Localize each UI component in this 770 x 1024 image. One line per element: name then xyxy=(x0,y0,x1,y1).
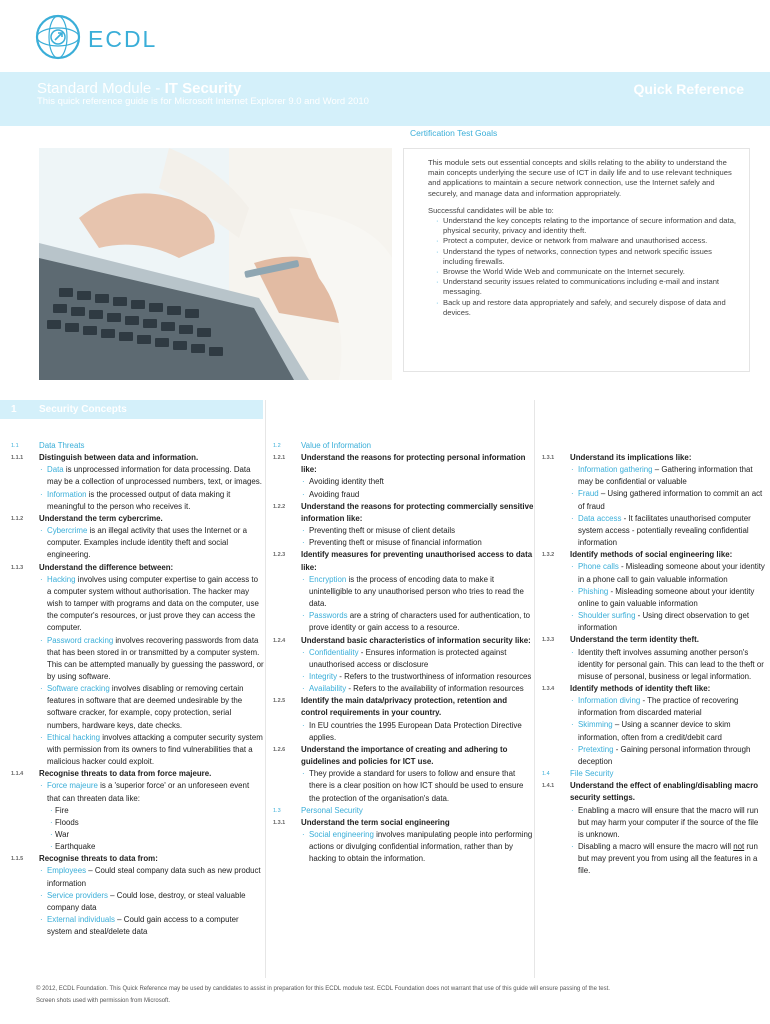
bullet xyxy=(301,647,534,671)
bullet-text: - Gaining personal information through deception xyxy=(578,744,751,766)
term: Integrity xyxy=(309,671,338,681)
bullet-text: - Misleading someone about your identity in a phone call to gain valuable information xyxy=(578,562,765,584)
topic-number: 1.3 xyxy=(273,807,281,814)
bullet-text: - It facilitates unauthorised computer system access - potentially revealing confidential information xyxy=(578,513,751,548)
term: Pretexting xyxy=(578,744,614,754)
bullet-text: is the processed output of data making it meaningful to the person who receives it. xyxy=(47,489,231,511)
goal-item: · Understand security issues related to communications including e-mail and instant messaging. xyxy=(428,277,739,297)
bullet xyxy=(570,464,766,488)
item-number: 1.1.4 xyxy=(11,771,24,778)
item-heading: Understand basic characteristics of information security like: xyxy=(301,635,531,645)
term: Software cracking xyxy=(47,684,110,694)
item-heading: Understand its implications like: xyxy=(570,453,692,462)
topic-number: 1.4 xyxy=(542,771,550,778)
bullet-text: – Could lose, destroy, or steal valuable company data xyxy=(47,890,246,912)
bullet xyxy=(39,489,264,513)
bullet-text: – Could gain access to a computer system and steal/delete data xyxy=(47,915,239,937)
bullet xyxy=(39,574,264,635)
bullet xyxy=(301,574,534,610)
ecdl-logo xyxy=(34,13,157,66)
bullet-text: - Using direct observation to get information xyxy=(578,611,750,633)
laptop-photo xyxy=(39,148,392,380)
sub-bullet: · War xyxy=(47,829,264,841)
bullet xyxy=(39,732,264,768)
goal-item: · Browse the World Wide Web and communicate on the Internet securely. xyxy=(428,267,739,277)
column-1 xyxy=(10,440,264,938)
bullet-text: involves attacking a computer security system with permission from its owners to find vulnerabilities that a malicious hacker could exploit. xyxy=(47,732,263,767)
title-standard: Standard xyxy=(37,80,98,97)
term: Hacking xyxy=(47,574,76,584)
bullet-text: involves using computer expertise to gain access to a computer system without authorisation. The hacker may wish to tamper with programs and data on the computer, use the computer's resources, or just prove they can access the computer. xyxy=(47,574,259,633)
bullet xyxy=(570,610,766,634)
item-number: 1.1.1 xyxy=(11,455,24,462)
bullet-text: is unprocessed information for data processing. Data may be a collection of unprocessed numbers, text, or images. xyxy=(47,465,262,487)
item-heading: Understand the reasons for protecting commercially sensitive information like: xyxy=(301,501,534,523)
bullet-text: - Refers to the availability of information resources xyxy=(346,684,524,694)
bullet: · Enabling a macro will ensure that the macro will run but may harm your computer if the source of the file is unknown. xyxy=(570,805,766,841)
bullet: · Avoiding fraud xyxy=(301,489,534,501)
goal-item: · Protect a computer, device or network from malware and unauthorised access. xyxy=(428,236,739,246)
footer-permission: Screen shots used with permission from Microsoft. xyxy=(36,998,171,1004)
bullet-text: involves manipulating people into performing actions or divulging confidential information, rather than by hacking to obtain the information. xyxy=(309,830,533,864)
bullet xyxy=(39,780,264,804)
certification-goals-box xyxy=(403,148,750,372)
item-heading: Recognise threats to data from force majeure. xyxy=(39,769,212,779)
bullet: · In EU countries the 1995 European Data Protection Directive applies. xyxy=(301,720,534,744)
bullet-text: – Could steal company data such as new product information xyxy=(47,866,261,888)
bullet xyxy=(39,525,264,561)
goals-intro: This module sets out essential concepts and skills relating to the ability to understand the main concepts underlying the secure use of ICT in daily life and to use relevant techniques and applications to maintain a secure network connection, use the Internet safely and securely, and manage data and information appropriately. xyxy=(428,158,732,198)
bullet-text: - Refers to the trustworthiness of information resources xyxy=(337,671,532,681)
term: Fraud xyxy=(578,489,599,499)
bullet xyxy=(301,683,534,695)
item-heading: Understand the importance of creating and adhering to guidelines and policies for ICT use. xyxy=(301,744,508,767)
item-heading: Understand the effect of enabling/disabling macro security settings. xyxy=(570,781,759,803)
goals-able-label: Successful candidates will be able to: xyxy=(428,205,554,215)
item-number: 1.1.2 xyxy=(11,515,24,522)
bullet: · They provide a standard for users to follow and ensure that there is a clear position on how ICT should be used to ensure the protection of the organisation's data. xyxy=(301,768,534,804)
topic-number: 1.2 xyxy=(273,443,281,449)
bullet-text: is the process of encoding data to make it unintelligible to any unauthorised person who tries to read the data. xyxy=(309,574,524,609)
item-number: 1.2.6 xyxy=(273,746,286,753)
item-number: 1.2.3 xyxy=(273,552,286,559)
bullet xyxy=(570,695,766,719)
bullet-text: is a 'superior force' or an unforeseen event that can threaten data like: xyxy=(47,781,250,803)
bullet xyxy=(570,513,766,549)
term: Data access xyxy=(578,513,622,523)
item-heading: Recognise threats to data from: xyxy=(39,854,158,864)
bullet xyxy=(570,719,766,743)
underlined-word: not xyxy=(733,842,745,851)
item-number: 1.3.1 xyxy=(273,819,286,826)
goals-list xyxy=(428,216,739,318)
item-heading: Identify the main data/privacy protection, retention and control requirements in your country. xyxy=(301,696,508,718)
term: External individuals xyxy=(47,915,115,925)
item-heading: Understand the term identity theft. xyxy=(570,635,699,645)
term: Service providers xyxy=(47,890,108,900)
term: Availability xyxy=(309,684,347,694)
bullet xyxy=(301,610,534,634)
bullet xyxy=(570,586,766,610)
item-number: 1.3.1 xyxy=(542,455,555,461)
bullet: · Preventing theft or misuse of client details xyxy=(301,525,534,537)
bullet-text: run but may prevent you from using all the features in a file. xyxy=(578,842,758,876)
bullet-text: involves disabling or removing certain features in software that are deemed undesirable by the software cracker, for example, copy protection, serial numbers, hardware keys, date checks. xyxy=(47,684,244,730)
bullet xyxy=(39,865,264,889)
term: Phone calls xyxy=(578,562,619,572)
goal-item: · Understand the key concepts relating to the importance of secure information and data, physical security, privacy and identity theft. xyxy=(428,216,739,236)
term: Information xyxy=(47,489,87,499)
item-heading: Identify methods of social engineering like: xyxy=(570,550,733,560)
column-2 xyxy=(272,440,534,865)
term: Skimming xyxy=(578,720,613,730)
title-it-security: IT Security xyxy=(164,80,242,97)
goal-item: · Understand the types of networks, connection types and network specific issues including firewalls. xyxy=(428,247,739,267)
term: Force majeure xyxy=(47,781,98,791)
bullet xyxy=(570,744,766,768)
bullet-text: - Misleading someone about your identity online to gain valuable information xyxy=(578,586,755,608)
item-number: 1.2.2 xyxy=(273,503,286,510)
topic-title: Personal Security xyxy=(301,805,363,815)
module-title xyxy=(37,80,241,97)
bullet xyxy=(301,829,534,865)
bullet xyxy=(39,890,264,914)
bullet xyxy=(570,841,766,877)
term: Phishing xyxy=(578,586,609,596)
topic-number: 1.1 xyxy=(11,443,19,449)
item-heading: Identify measures for preventing unauthorised access to data like: xyxy=(301,550,533,572)
goal-item: · Back up and restore data appropriately and safely, and securely dispose of data and devices. xyxy=(428,298,739,318)
item-number: 1.3.4 xyxy=(542,685,555,692)
item-number: 1.4.1 xyxy=(542,783,555,790)
bullet xyxy=(570,488,766,512)
ecdl-globe-logo-icon xyxy=(34,13,82,66)
term: Information gathering xyxy=(578,465,653,475)
term: Ethical hacking xyxy=(47,732,101,742)
sub-bullet: · Fire xyxy=(47,805,264,817)
term: Cybercrime xyxy=(47,526,88,536)
bullet: · Identity theft involves assuming another person's identity for personal gain. This can lead to the theft or misuse of personal, business or legal information. xyxy=(570,647,766,683)
bullet-text: are a string of characters used for authentication, to prove identity or gain access to a resource. xyxy=(309,611,531,633)
logo-text: ECDL xyxy=(88,26,158,52)
bullet-text: - The practice of recovering information from discarded material xyxy=(578,696,739,718)
bullet: · Avoiding identity theft xyxy=(301,476,534,488)
topic-title: File Security xyxy=(570,769,614,779)
term: Shoulder surfing xyxy=(578,611,636,621)
item-number: 1.1.3 xyxy=(11,564,24,571)
bullet xyxy=(39,635,264,684)
bullet-text: Disabling a macro will ensure the macro will xyxy=(578,842,734,851)
term: Information diving xyxy=(578,696,641,706)
bullet-text: – Using a scanner device to skim information, often from a credit/debit card xyxy=(578,720,731,742)
item-number: 1.2.1 xyxy=(273,455,286,462)
column-3 xyxy=(541,452,766,877)
term: Employees xyxy=(47,866,87,876)
item-heading: Understand the difference between: xyxy=(39,562,174,572)
term: Encryption xyxy=(309,574,347,584)
bullet: · Preventing theft or misuse of financial information xyxy=(301,537,534,549)
column-divider xyxy=(265,400,266,978)
sub-bullet: · Floods xyxy=(47,817,264,829)
bullet-text: – Gathering information that may be confidential or valuable xyxy=(578,465,753,487)
term: Password cracking xyxy=(47,635,114,645)
item-heading: Identify methods of identity theft like: xyxy=(570,683,711,693)
item-number: 1.2.4 xyxy=(273,637,286,644)
item-heading: Understand the term social engineering xyxy=(301,817,450,827)
sub-bullet: · Earthquake xyxy=(47,841,264,853)
topic-title: Data Threats xyxy=(39,441,85,450)
bullet xyxy=(39,464,264,488)
banner-subtitle: This quick reference guide is for Microsoft Internet Explorer 9.0 and Word 2010 xyxy=(37,96,369,107)
item-number: 1.2.5 xyxy=(273,698,286,705)
bullet-text: involves recovering passwords from data that has been stored in or transmitted by a computer system. This can be attempted manually by guessing the password, or by using software. xyxy=(47,635,264,681)
item-heading: Understand the reasons for protecting personal information like: xyxy=(301,453,526,475)
term: Confidentiality xyxy=(309,647,359,657)
column-divider xyxy=(534,400,535,978)
bullet xyxy=(39,914,264,938)
section-number: 1 xyxy=(11,404,17,415)
section-title: Security Concepts xyxy=(39,404,127,415)
item-heading: Distinguish between data and information. xyxy=(39,453,199,463)
item-number: 1.3.2 xyxy=(542,552,555,559)
topic-title: Value of Information xyxy=(301,441,372,450)
bullet xyxy=(39,683,264,732)
term: Passwords xyxy=(309,611,348,621)
title-module: Module - xyxy=(102,80,161,97)
bullet xyxy=(570,561,766,585)
bullet-text: – Using gathered information to commit an act of fraud xyxy=(578,489,763,511)
goals-heading: Certification Test Goals xyxy=(410,128,498,138)
item-number: 1.3.3 xyxy=(542,637,555,644)
bullet-text: - Ensures information is protected against unauthorised access or disclosure xyxy=(309,647,507,669)
item-number: 1.1.5 xyxy=(11,856,24,863)
item-heading: Understand the term cybercrime. xyxy=(39,513,163,523)
footer-copyright: © 2012, ECDL Foundation. This Quick Reference may be used by candidates to assist in preparation for this ECDL module test. ECDL Foundation does not warrant that use of this guide will ensure passing of the test. xyxy=(36,986,610,992)
bullet-text: is an illegal activity that uses the Internet or a computer. Examples include identity theft and social engineering. xyxy=(47,526,247,560)
quick-reference-label: Quick Reference xyxy=(633,81,744,97)
bullet xyxy=(301,671,534,683)
term: Data xyxy=(47,465,64,475)
term: Social engineering xyxy=(309,830,374,839)
